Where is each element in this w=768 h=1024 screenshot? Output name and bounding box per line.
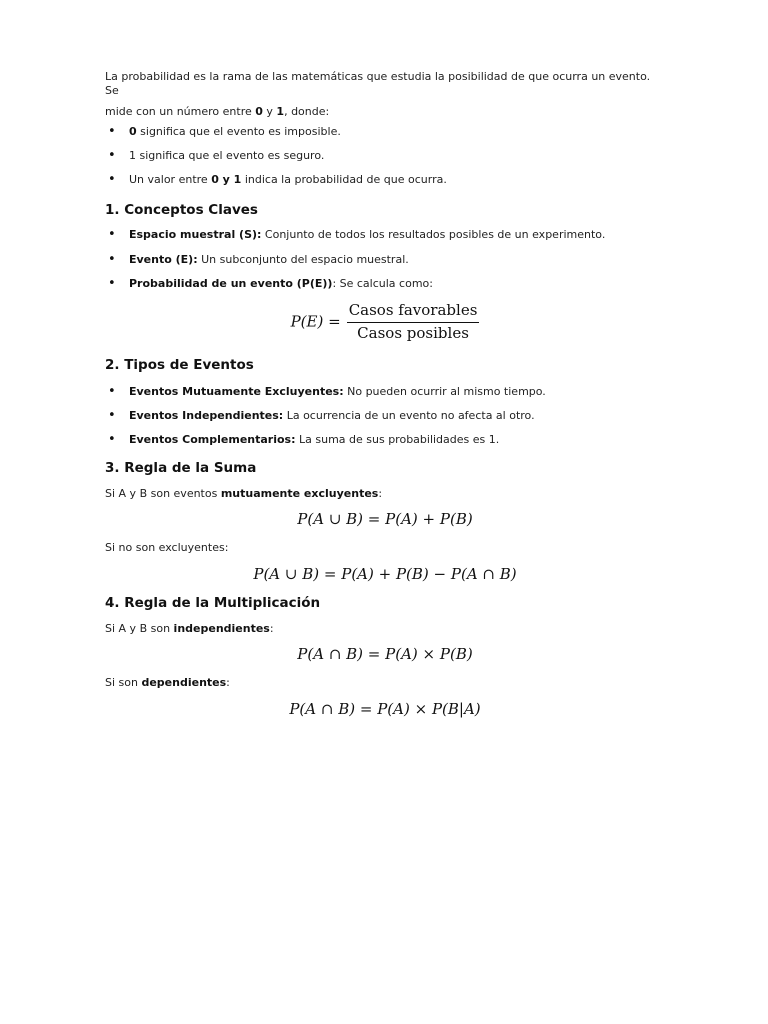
mult-formula-2: P(A ∩ B) = P(A) × P(B|A) [289, 700, 481, 719]
section-heading-conceptos: 1. Conceptos Claves [105, 201, 258, 218]
list-item-text: Un subconjunto del espacio muestral. [197, 252, 409, 266]
section-heading-multiplicacion: 4. Regla de la Multiplicación [105, 594, 321, 611]
fraction-numerator: Casos favorables [347, 301, 480, 323]
paragraph-text: Si A y B son eventos [105, 487, 221, 501]
list-item-bold: 0 [129, 124, 137, 138]
list-item-bold: Espacio muestral (S): [129, 228, 262, 242]
suma-paragraph-1 [105, 487, 665, 501]
intro-text: y [262, 104, 277, 118]
intro-list [105, 125, 665, 188]
list-item [105, 253, 665, 267]
list-item-text: : Se calcula como: [332, 276, 433, 290]
list-item [105, 409, 665, 423]
mult-paragraph-1 [105, 622, 665, 636]
intro-line-1: La probabilidad es la rama de las matemáticas que estudia la posibilidad de que ocurra un evento. Se [105, 70, 651, 98]
list-item-text: No pueden ocurrir al mismo tiempo. [343, 384, 546, 398]
formula-lhs: P(E) = [290, 312, 341, 331]
conceptos-list [105, 228, 665, 291]
suma-paragraph-2: Si no son excluyentes: [105, 541, 229, 554]
list-item-text: Un valor entre [129, 173, 212, 187]
list-item [105, 125, 665, 139]
paragraph-bold: independientes [173, 622, 270, 636]
mult-paragraph-2 [105, 676, 665, 690]
paragraph-text: : [378, 487, 383, 501]
paragraph-bold: mutuamente excluyentes [220, 487, 379, 501]
intro-bold-zero: 0 [255, 104, 263, 118]
paragraph-bold: dependientes [141, 676, 227, 690]
suma-formula-2: P(A ∪ B) = P(A) + P(B) − P(A ∩ B) [253, 565, 517, 584]
list-item-text: 1 significa que el evento es seguro. [129, 149, 325, 163]
probability-formula [105, 301, 665, 343]
list-item [105, 433, 665, 447]
document-page [105, 70, 665, 720]
list-item-text: significa que el evento es imposible. [136, 124, 341, 138]
list-item-bold: Evento (E): [129, 252, 198, 266]
list-item-text: Conjunto de todos los resultados posibles de un experimento. [261, 228, 606, 242]
paragraph-text: : [226, 676, 230, 690]
list-item-bold: Eventos Complementarios: [129, 433, 296, 447]
section-heading-suma: 3. Regla de la Suma [105, 459, 257, 476]
list-item-bold: Eventos Independientes: [129, 409, 284, 423]
list-item-bold: 0 y 1 [211, 173, 242, 187]
list-item [105, 149, 665, 163]
fraction-denominator: Casos posibles [357, 323, 469, 342]
intro-paragraph [105, 70, 665, 119]
list-item-text: indica la probabilidad de que ocurra. [241, 173, 447, 187]
list-item-bold: Eventos Mutuamente Excluyentes: [129, 384, 344, 398]
list-item [105, 173, 665, 187]
list-item-text: La suma de sus probabilidades es 1. [295, 433, 500, 447]
intro-line-2 [105, 105, 665, 119]
paragraph-text: Si son [105, 676, 142, 690]
list-item [105, 385, 665, 399]
paragraph-text: Si A y B son [105, 622, 174, 636]
intro-text: mide con un número entre [105, 104, 256, 118]
list-item [105, 228, 665, 242]
mult-formula-1: P(A ∩ B) = P(A) × P(B) [297, 644, 473, 663]
paragraph-text: : [269, 622, 274, 636]
fraction [347, 301, 480, 343]
section-heading-tipos: 2. Tipos de Eventos [105, 357, 254, 374]
list-item [105, 277, 665, 291]
suma-formula-1: P(A ∪ B) = P(A) + P(B) [297, 509, 473, 528]
list-item-text: La ocurrencia de un evento no afecta al otro. [283, 409, 535, 423]
list-item-bold: Probabilidad de un evento (P(E)) [129, 276, 333, 290]
tipos-list [105, 385, 665, 448]
intro-text: , donde: [284, 104, 330, 118]
intro-bold-one: 1 [276, 104, 285, 118]
